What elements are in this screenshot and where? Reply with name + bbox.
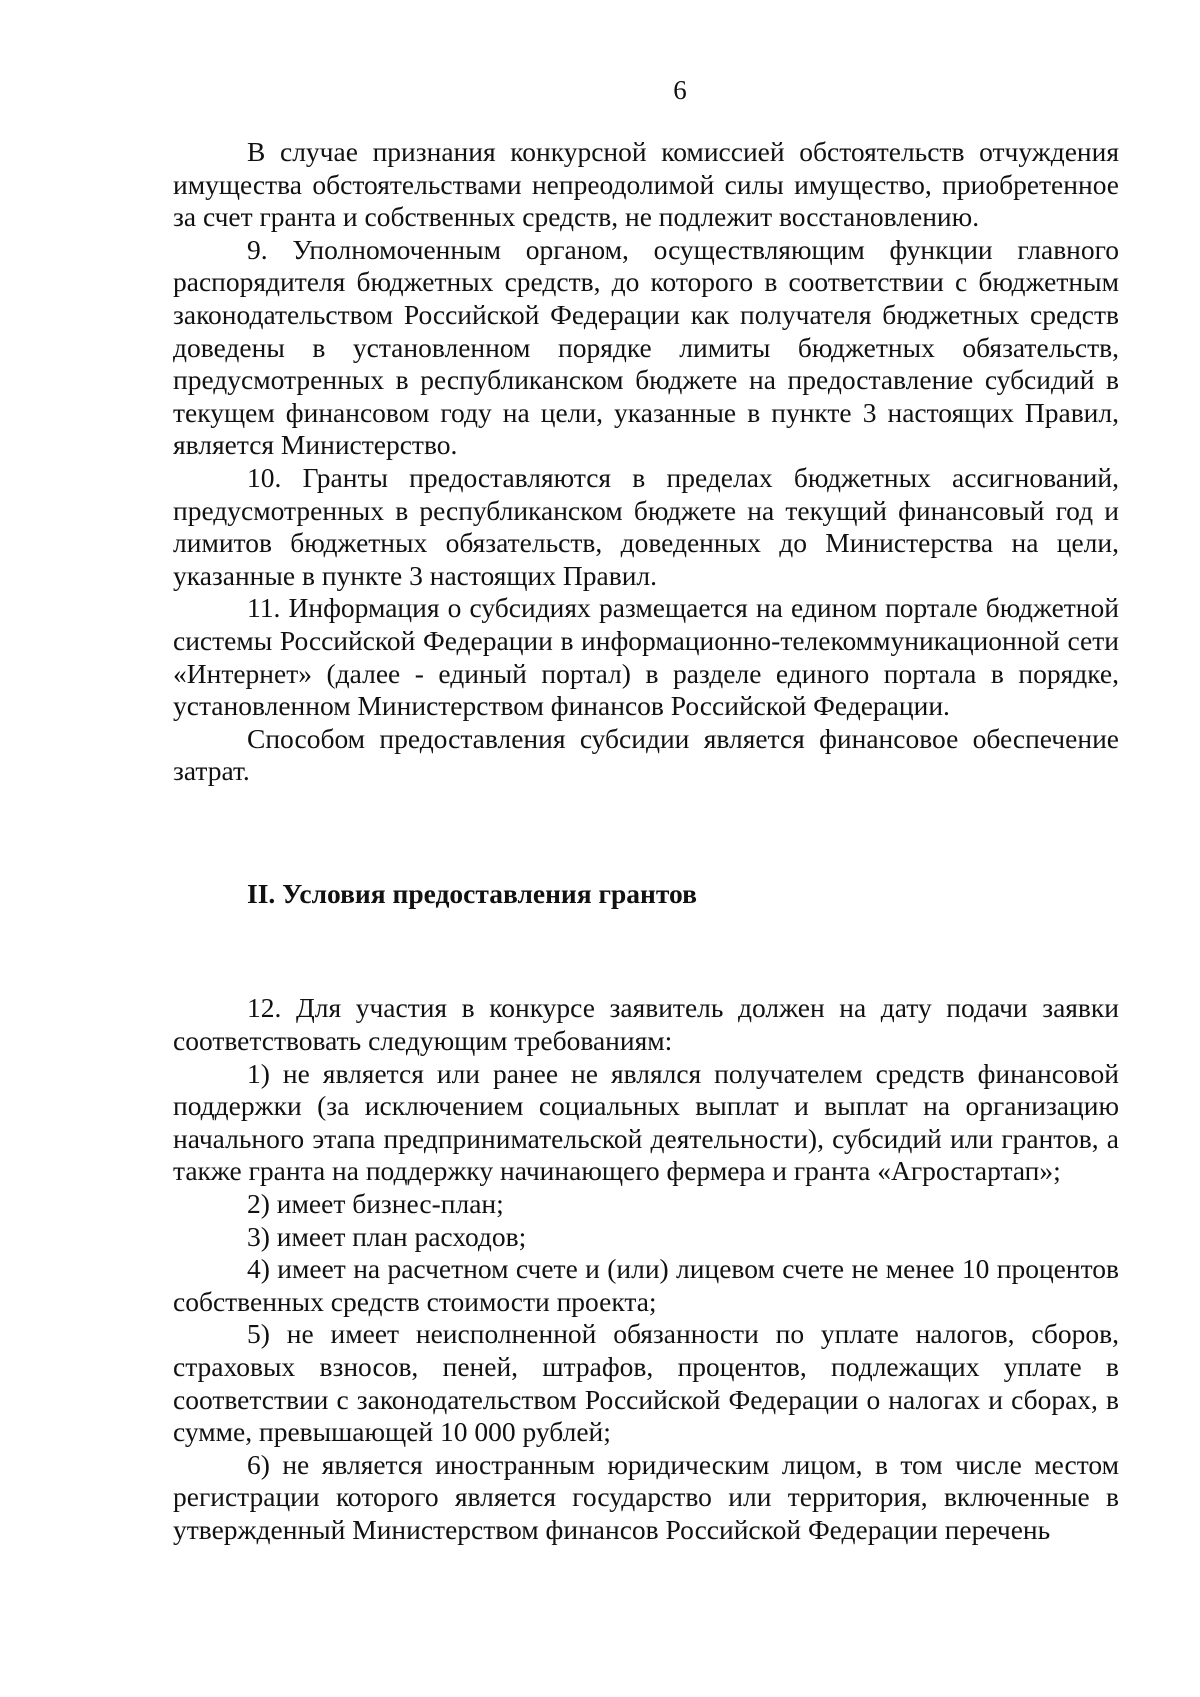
requirement-item-5: 5) не имеет неисполненной обязанности по уплате налогов, сборов, страховых взносов, пеней, штрафов, процентов, подлежащих уплате в соответствии с законодательством Российской Федерации о налогах и сборах, в сумме, превышающей 10 000 рублей; xyxy=(173,1318,1119,1448)
spacer xyxy=(173,910,1119,992)
requirement-item-1: 1) не является или ранее не являлся получателем средств финансовой поддержки (за исключением социальных выплат и выплат на организацию начального этапа предпринимательской деятельности), субсидий или грантов, а также гранта на поддержку начинающего фермера и гранта «Агростартап»; xyxy=(173,1057,1119,1187)
paragraph-9-authorized-body: 9. Уполномоченным органом, осуществляющим функции главного распорядителя бюджетных средств, до которого в соответствии с бюджетным законодательством Российской Федерации как получателя бюджетных средств доведены в установленном порядке лимиты бюджетных обязательств, предусмотренных в республиканском бюджете на предоставление субсидий в текущем финансовом году на цели, указанные в пункте 3 настоящих Правил, является Министерство. xyxy=(173,233,1119,461)
requirement-item-2: 2) имеет бизнес-план; xyxy=(247,1188,504,1220)
document-body xyxy=(173,136,1119,1547)
paragraph-11-information-portal: 11. Информация о субсидиях размещается на едином портале бюджетной системы Российской Федерации в информационно-телекоммуникационной сети «Интернет» (далее - единый портал) в разделе единого портала в порядке, установленном Министерством финансов Российской Федерации. xyxy=(173,592,1119,722)
requirement-item-3: 3) имеет план расходов; xyxy=(247,1220,527,1252)
requirement-item-6: 6) не является иностранным юридическим лицом, в том числе местом регистрации которого является государство или территория, включенные в утвержденный Министерством финансов Российской Федерации перечень xyxy=(173,1448,1119,1545)
paragraph-12-requirements: 12. Для участия в конкурсе заявитель должен на дату подачи заявки соответствовать следующим требованиям: xyxy=(173,992,1119,1057)
paragraph-alienation-force-majeure: В случае признания конкурсной комиссией обстоятельств отчуждения имущества обстоятельствами непреодолимой силы имущество, приобретенное за счет гранта и собственных средств, не подлежит восстановлению. xyxy=(173,136,1119,233)
requirement-item-4: 4) имеет на расчетном счете и (или) лицевом счете не менее 10 процентов собственных средств стоимости проекта; xyxy=(173,1253,1119,1317)
paragraph-10-grants-limits: 10. Гранты предоставляются в пределах бюджетных ассигнований, предусмотренных в республиканском бюджете на текущий финансовый год и лимитов бюджетных обязательств, доведенных до Министерства на цели, указанные в пункте 3 настоящих Правил. xyxy=(173,461,1119,591)
page-number: 6 xyxy=(673,75,687,105)
section-heading: II. Условия предоставления грантов xyxy=(247,877,697,909)
paragraph-subsidy-method: Способом предоставления субсидии является финансовое обеспечение затрат. xyxy=(173,722,1119,787)
spacer xyxy=(173,788,1119,878)
